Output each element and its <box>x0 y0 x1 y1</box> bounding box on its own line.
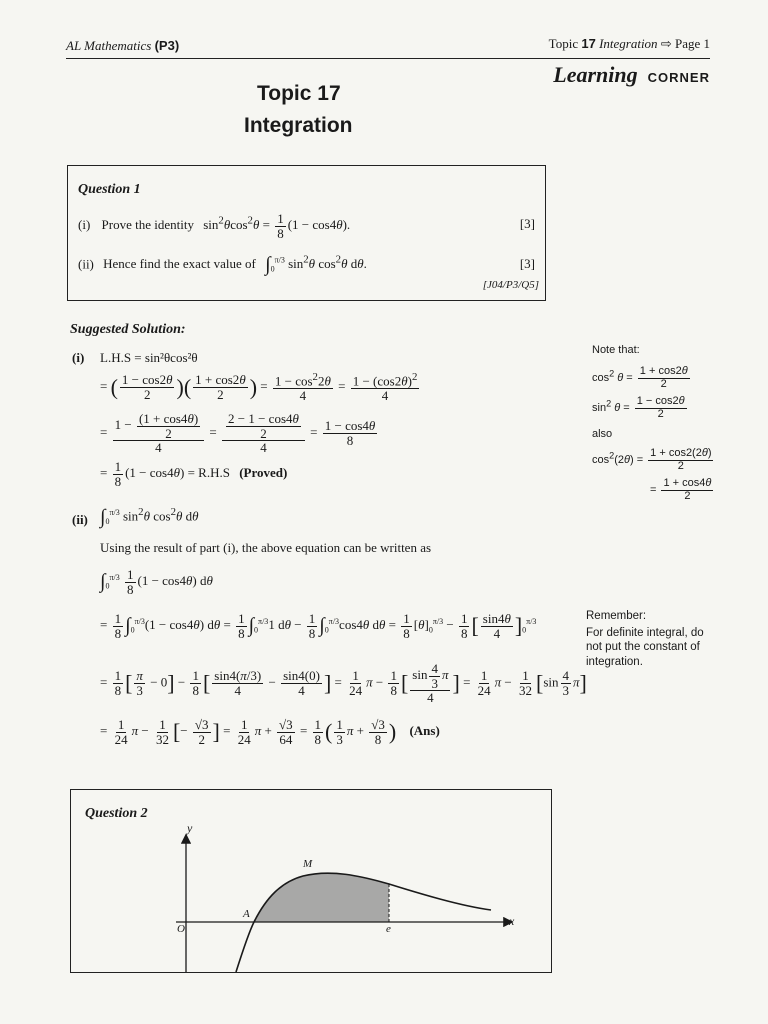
sol-step-1: = ( $\frac{1 - \cos 2\theta}{2}$ )( $\frac{1 + \cos 2\theta}{2}$ ) = $\frac{1 - \cos^22\theta}{4}$ = $\frac{1 - (\cos 2\theta)^2}{4}$ <box>100 371 418 403</box>
q1-part-i-marks: [3] <box>519 216 535 231</box>
sol-step-6: = $\frac{1}{8}$ [ $\frac{\pi}{3}$ − 0] − $\frac{1}{8}$ [ $\frac{\sin 4(\pi/3)}{4}$ − $\frac{\sin 4(0)}{4}$ ] = $\frac{1}{24}$ π − $\frac{1}{8}$ [ sin $\frac{4}{3}$ π 4 ] = $\frac{1}{24}$ π − $\frac{1}{32}$ [sin $\frac{4}{3}$ π] <box>100 661 587 706</box>
q1-reference: [J04/P3/Q5] <box>482 279 539 291</box>
sol-lhs: L.H.S = sin²θcos²θ <box>100 350 198 365</box>
question1-part-i <box>78 212 350 240</box>
point-m-label: M <box>303 858 313 870</box>
brand-logo <box>553 62 710 88</box>
brand-script: Learning <box>553 62 638 87</box>
header-course-name: AL Mathematics <box>66 38 152 53</box>
point-a-label: A <box>243 908 250 920</box>
header-page: Page 1 <box>674 36 710 51</box>
sol-step-7: = $\frac{1}{24}$ π − $\frac{1}{32}$ [− $\frac{√3}{2}$ ] = $\frac{1}{24}$ π + $\frac{√3}{64}$ = $\frac{1}{8}$ ( $\frac{1}{3}$ π + $\frac{√3}{8}$ ) (Ans) <box>100 717 440 747</box>
q1-part-i-text: Prove the identity <box>101 217 194 233</box>
note-formula-cos2: $\cos^2 \theta$ = $\frac{1 + \cos 2\theta}{2}$ <box>592 365 688 390</box>
header-topic-label: Topic <box>548 36 579 51</box>
header-topic-num: 17 <box>581 36 596 51</box>
sol-step-2: = 1 − $\frac{(1 + \cos 4\theta)}{2}$ 4 = $\frac{\frac{2 - 1 - \cos 4\theta}{2}}{4}$ = $\frac{1 - \cos 4\theta}{8}$ <box>100 411 376 456</box>
header-topic <box>549 36 710 52</box>
q1-part-i-label: (i) <box>78 217 91 233</box>
solution-heading: Suggested Solution: <box>70 322 186 337</box>
q1-part-ii-label: (ii) <box>78 256 94 272</box>
q1-identity: $\sin^2\theta\cos^2\theta$ = $\frac{1}{8}$ (1 − cos4θ). <box>203 211 351 241</box>
question1-part-ii <box>78 254 367 277</box>
question2-graph <box>71 790 551 972</box>
q1-part-ii-marks: [3] <box>519 256 535 271</box>
sol-integral: $\int_0^{\pi/3}$ $\sin^2\theta$ $\cos^2\theta$ dθ <box>100 506 199 528</box>
axis-y-label: y <box>187 821 193 835</box>
shaded-area <box>254 873 389 922</box>
page-title-line2: Integration <box>244 114 353 137</box>
sol-proved: (Proved) <box>239 465 288 481</box>
axis-x-label: x <box>509 914 515 928</box>
brand-word: CORNER <box>647 70 710 85</box>
sol-step-3: = $\frac{1}{8}$ (1 − cos4θ) = R.H.S (Proved) <box>100 459 288 489</box>
sol-step-4: $\int_0^{\pi/3}$ $\frac{1}{8}$ (1 − cos4θ) dθ <box>100 567 213 597</box>
sol-step-5: = $\frac{1}{8}$ $\int_0^{\pi/3}(1 - \cos 4\theta) d\theta$ = $\frac{1}{8}$ $\int_0^{\pi/3}1$ dθ − $\frac{1}{8}$ $\int_0^{\pi/3}\cos 4\theta$ dθ = $\frac{1}{8}$ $[\theta]_0^{\pi/3}$ − $\frac{1}{8}$ [ $\frac{\sin 4\theta}{4}$ ]$_0^{\pi/3}$ <box>100 611 537 641</box>
sol-rhs: R.H.S <box>198 465 230 481</box>
point-e-label: e <box>386 923 391 935</box>
note-also: also <box>592 428 613 440</box>
note-formula-result: = $\frac{1 + \cos 4\theta}{2}$ <box>650 477 712 502</box>
note-formula-sin2: $\sin^2 \theta$ = $\frac{1 - \cos 2\theta}{2}$ <box>592 395 685 420</box>
sol-part-i-label: (i) <box>72 350 85 365</box>
origin-label: O <box>177 923 185 935</box>
header-topic-name: Integration <box>599 36 658 51</box>
question1-heading: Question 1 <box>78 182 141 197</box>
header-rule <box>66 58 710 59</box>
sol-part-ii-label: (ii) <box>72 512 88 527</box>
arrow-icon: ⇨ <box>660 36 672 51</box>
question1-box <box>67 165 546 301</box>
header-paper: (P3) <box>154 38 180 53</box>
q1-part-ii-text: Hence find the exact value of <box>103 256 256 272</box>
question2-box <box>70 789 552 973</box>
note-formula-cos2-2theta: $\cos^2(2\theta)$ = $\frac{1 + \cos 2(2\theta)}{2}$ <box>592 447 712 472</box>
note-that-label: Note that: <box>592 344 640 356</box>
header-course <box>66 38 179 54</box>
remember-title: Remember: <box>586 610 647 622</box>
sol-ans: (Ans) <box>409 723 440 739</box>
question2-heading: Question 2 <box>85 806 148 821</box>
page-title-line1: Topic 17 <box>257 82 341 105</box>
sol-using-text: Using the result of part (i), the above equation can be written as <box>100 540 432 555</box>
q1-integral: $\int_0^{\pi/3}$ $\sin^2\theta$ $\cos^2\theta$ dθ. <box>265 254 367 276</box>
remember-body: For definite integral, do not put the constant of integration. <box>586 627 704 668</box>
